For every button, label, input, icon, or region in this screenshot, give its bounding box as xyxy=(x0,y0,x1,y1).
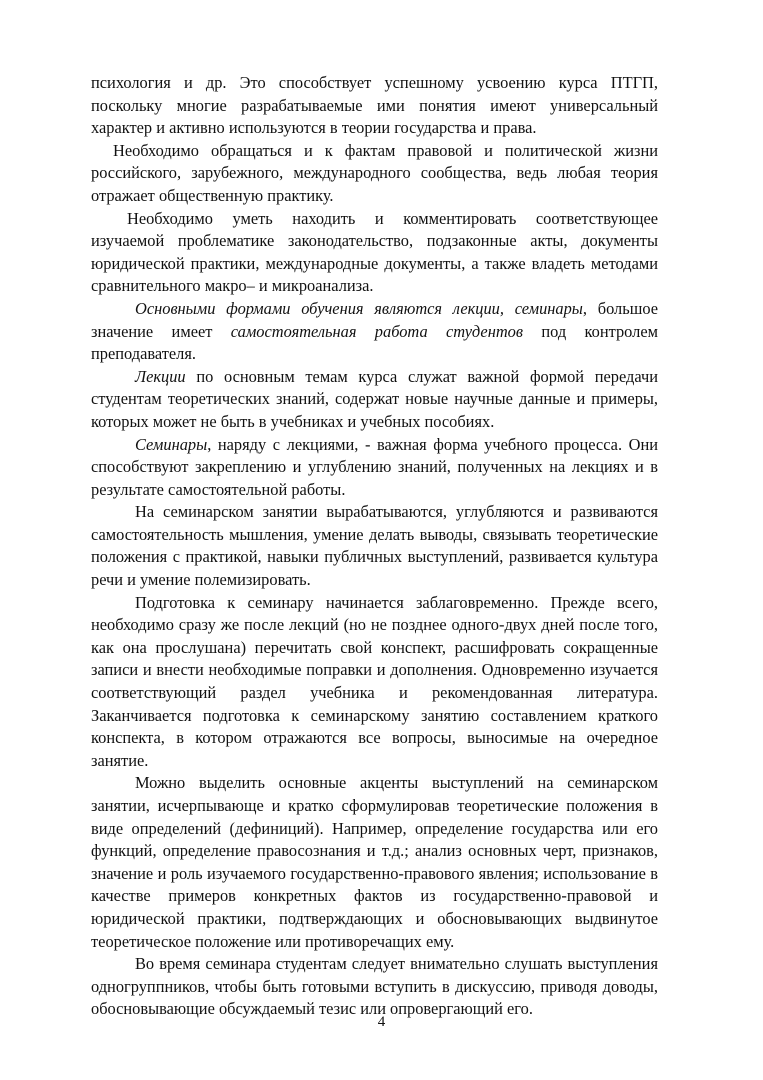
page-number: 4 xyxy=(377,1014,386,1030)
paragraph-10 xyxy=(91,953,658,1021)
document-body xyxy=(91,72,658,1021)
paragraph-1 xyxy=(91,72,658,140)
paragraph-text: Можно выделить основные акценты выступлений на семинарском занятии, исчерпывающе и кратко сформулировав теоретические положения в виде определений (дефиниций). Например, определение государства или его функций, определение правосознания и т.д.; анализ основных черт, признаков, значение и роль изучаемого государственно-правового явления; использование в качестве примеров конкретных фактов из государственно-правовой и юридической практики, подтверждающих и обосновывающих выдвинутое теоретическое положение или противоречащих ему. xyxy=(91,773,658,951)
paragraph-text: под контролем преподавателя. xyxy=(91,321,658,364)
italic-emphasis: самостоятельная работа студентов xyxy=(230,321,523,341)
italic-emphasis: Семинары xyxy=(135,434,208,454)
italic-emphasis: Основными формами обучения являются лекции, семинары xyxy=(135,298,583,318)
paragraph-text: по основным темам курса служат важной формой передачи студентам теоретических знаний, содержат новые научные данные и примеры, которых может не быть в учебниках и учебных пособиях. xyxy=(91,366,658,431)
paragraph-5 xyxy=(91,366,658,434)
paragraph-text: , наряду с лекциями, - важная форма учебного процесса. Они способствуют закреплению и углублению знаний, полученных на лекциях и в результате самостоятельной работы. xyxy=(91,434,658,499)
paragraph-text: Необходимо обращаться и к фактам правовой и политической жизни российского, зарубежного, международного сообщества, ведь любая теория отражает общественную практику. xyxy=(91,140,658,205)
paragraph-text: психология и др. Это способствует успешному усвоению курса ПТГП, поскольку многие разрабатываемые ими понятия имеют универсальный характер и активно используются в теории государства и права. xyxy=(91,73,658,138)
paragraph-text: Подготовка к семинару начинается заблаговременно. Прежде всего, необходимо сразу же после лекций (но не позднее одного-двух дней после того, как она прослушана) перечитать свой конспект, расшифровать сокращенные записи и внести необходимые поправки и дополнения. Одновременно изучается соответствующий раздел учебника и рекомендованная литература. Заканчивается подготовка к семинарскому занятию составлением краткого конспекта, в котором отражаются все вопросы, выносимые на очередное занятие. xyxy=(91,592,658,770)
paragraph-9 xyxy=(91,772,658,953)
paragraph-text: Во время семинара студентам следует внимательно слушать выступления одногруппников, чтобы быть готовыми вступить в дискуссию, приводя доводы, обосновывающие обсуждаемый тезис или опровергающий его. xyxy=(91,954,658,1019)
paragraph-text: Необходимо уметь находить и комментировать соответствующее изучаемой проблематике законодательство, подзаконные акты, документы юридической практики, международные документы, а также владеть методами сравнительного макро– и микроанализа. xyxy=(91,208,658,296)
paragraph-text: , большое значение имеет xyxy=(91,298,658,341)
italic-emphasis: Лекции xyxy=(135,366,186,386)
paragraph-2 xyxy=(91,140,658,208)
paragraph-3 xyxy=(91,208,658,298)
paragraph-8 xyxy=(91,592,658,773)
paragraph-4 xyxy=(91,298,658,366)
paragraph-6 xyxy=(91,434,658,502)
paragraph-text: На семинарском занятии вырабатываются, углубляются и развиваются самостоятельность мышления, умение делать выводы, связывать теоретические положения с практикой, навыки публичных выступлений, развивается культура речи и умение полемизировать. xyxy=(91,502,658,590)
paragraph-7 xyxy=(91,501,658,591)
